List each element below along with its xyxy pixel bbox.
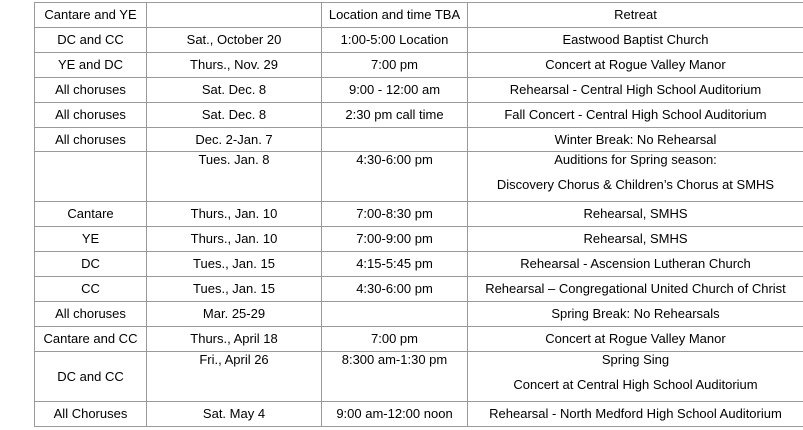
time-cell: 7:00 pm [322, 327, 468, 352]
chorus-cell: DC and CC [35, 28, 147, 53]
time-cell: 9:00 - 12:00 am [322, 78, 468, 103]
event-line: Concert at Central High School Auditorium [513, 377, 758, 392]
chorus-cell: CC [35, 277, 147, 302]
chorus-cell: DC [35, 252, 147, 277]
chorus-cell: All choruses [35, 78, 147, 103]
event-line: Fall Concert - Central High School Auditorium [504, 107, 767, 122]
chorus-cell [35, 152, 147, 202]
event-line: Eastwood Baptist Church [562, 32, 709, 47]
time-cell: 7:00 pm [322, 53, 468, 78]
schedule-row [35, 302, 803, 327]
event-line: Rehearsal - Central High School Auditorium [509, 82, 762, 97]
event-line: Winter Break: No Rehearsal [554, 131, 717, 147]
event-line: Rehearsal – Congregational United Church of Christ [485, 281, 786, 296]
chorus-cell: DC and CC [35, 352, 147, 402]
chorus-cell: All Choruses [35, 402, 147, 427]
schedule-row [35, 227, 803, 252]
date-cell: Thurs., April 18 [147, 327, 322, 352]
event-cell [468, 3, 803, 28]
event-line: Spring Sing [601, 352, 670, 367]
event-line: Concert at Rogue Valley Manor [545, 57, 726, 72]
event-cell [468, 402, 803, 427]
time-cell [322, 302, 468, 327]
date-cell: Thurs., Nov. 29 [147, 53, 322, 78]
schedule-row [35, 327, 803, 352]
schedule-body [35, 3, 803, 427]
event-line: Rehearsal, SMHS [583, 206, 688, 221]
event-cell [468, 152, 803, 202]
schedule-row [35, 28, 803, 53]
schedule-row [35, 103, 803, 128]
time-cell: 9:00 am-12:00 noon [322, 402, 468, 427]
event-cell [468, 28, 803, 53]
event-cell [468, 78, 803, 103]
date-cell: Thurs., Jan. 10 [147, 202, 322, 227]
chorus-cell: Cantare and CC [35, 327, 147, 352]
time-cell: 4:30-6:00 pm [322, 277, 468, 302]
schedule-row [35, 202, 803, 227]
date-cell: Mar. 25-29 [147, 302, 322, 327]
date-cell [147, 3, 322, 28]
event-line: Rehearsal - Ascension Lutheran Church [520, 256, 751, 271]
event-cell [468, 352, 803, 402]
schedule-row [35, 128, 803, 152]
date-cell: Tues. Jan. 8 [147, 152, 322, 202]
chorus-cell: All choruses [35, 128, 147, 152]
chorus-cell: All choruses [35, 103, 147, 128]
schedule-row [35, 252, 803, 277]
date-cell: Sat., October 20 [147, 28, 322, 53]
schedule-row [35, 53, 803, 78]
event-cell [468, 103, 803, 128]
event-cell [468, 277, 803, 302]
time-cell: 4:15-5:45 pm [322, 252, 468, 277]
event-cell [468, 327, 803, 352]
event-line: Discovery Chorus & Children’s Chorus at SMHS [496, 177, 775, 192]
chorus-cell: YE and DC [35, 53, 147, 78]
time-cell: 2:30 pm call time [322, 103, 468, 128]
event-line: Auditions for Spring season: [554, 152, 717, 167]
time-cell: 8:300 am-1:30 pm [322, 352, 468, 402]
schedule-table [34, 2, 803, 427]
schedule-row [35, 402, 803, 427]
event-line: Concert at Rogue Valley Manor [545, 331, 726, 346]
date-cell: Fri., April 26 [147, 352, 322, 402]
chorus-cell: Cantare [35, 202, 147, 227]
chorus-cell: Cantare and YE [35, 3, 147, 28]
time-cell: Location and time TBA [322, 3, 468, 28]
event-cell [468, 252, 803, 277]
event-cell [468, 53, 803, 78]
schedule-row [35, 277, 803, 302]
date-cell: Thurs., Jan. 10 [147, 227, 322, 252]
schedule-row [35, 78, 803, 103]
time-cell: 1:00-5:00 Location [322, 28, 468, 53]
event-line: Rehearsal - North Medford High School Auditorium [489, 406, 782, 421]
date-cell: Dec. 2-Jan. 7 [147, 128, 322, 152]
event-cell [468, 227, 803, 252]
date-cell: Sat. Dec. 8 [147, 103, 322, 128]
time-cell: 7:00-9:00 pm [322, 227, 468, 252]
event-cell [468, 202, 803, 227]
date-cell: Tues., Jan. 15 [147, 277, 322, 302]
time-cell [322, 128, 468, 152]
time-cell: 7:00-8:30 pm [322, 202, 468, 227]
time-cell: 4:30-6:00 pm [322, 152, 468, 202]
event-line: Retreat [614, 7, 657, 22]
schedule-row [35, 352, 803, 402]
date-cell: Sat. Dec. 8 [147, 78, 322, 103]
schedule-row [35, 3, 803, 28]
date-cell: Tues., Jan. 15 [147, 252, 322, 277]
schedule-row [35, 152, 803, 202]
chorus-cell: All choruses [35, 302, 147, 327]
chorus-cell: YE [35, 227, 147, 252]
event-cell [468, 128, 803, 152]
event-cell [468, 302, 803, 327]
event-line: Rehearsal, SMHS [583, 231, 688, 246]
date-cell: Sat. May 4 [147, 402, 322, 427]
event-line: Spring Break: No Rehearsals [551, 306, 720, 321]
